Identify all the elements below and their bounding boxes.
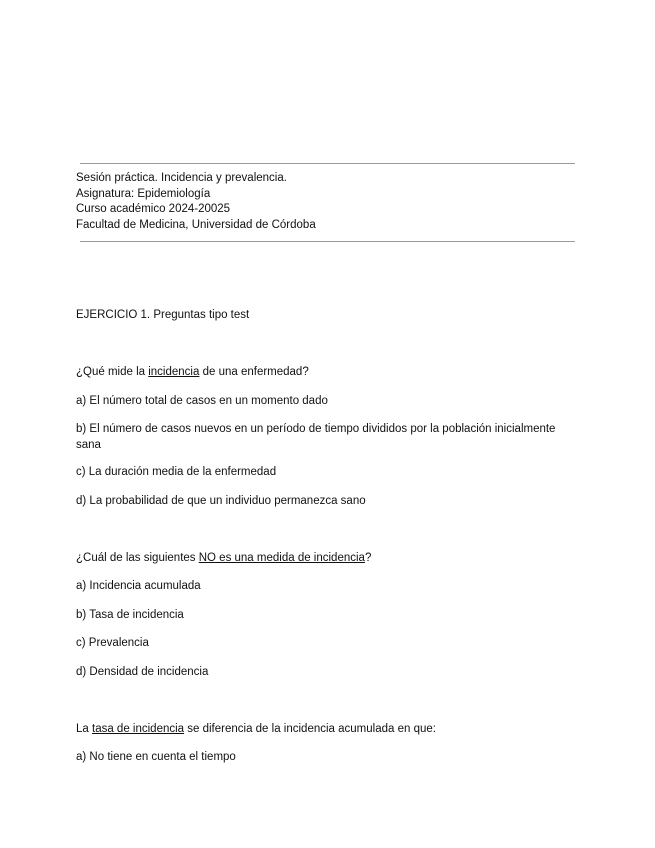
question-2-option-c: c) Prevalencia <box>76 637 149 649</box>
session-title: Sesión práctica. Incidencia y prevalencia. <box>76 172 287 184</box>
header-bottom-rule <box>80 241 575 242</box>
question-3-pre: La <box>76 723 92 735</box>
question-3-option-a: a) No tiene en cuenta el tiempo <box>76 751 236 763</box>
question-1-option-a: a) El número total de casos en un momento dado <box>76 395 328 407</box>
question-1 <box>76 364 576 380</box>
question-2-post: ? <box>364 552 372 564</box>
question-2 <box>76 550 576 566</box>
question-2-option-b: b) Tasa de incidencia <box>76 609 184 621</box>
course-line: Curso académico 2024-20025 <box>76 203 231 215</box>
header-top-rule <box>80 163 575 164</box>
question-1-pre: ¿Qué mide la <box>76 366 149 378</box>
question-3-keyword: tasa de incidencia <box>92 723 185 735</box>
question-3 <box>76 721 576 737</box>
question-3-post: se diferencia de la incidencia acumulada en que: <box>184 723 436 735</box>
question-1-option-d: d) La probabilidad de que un individuo permanezca sano <box>76 495 366 507</box>
question-1-post: de una enfermedad? <box>199 366 309 378</box>
document-header <box>76 171 576 233</box>
exercise-title: EJERCICIO 1. Preguntas tipo test <box>76 309 250 321</box>
question-2-keyword: NO es una medida de incidencia <box>198 552 365 564</box>
question-1-keyword: incidencia <box>148 366 200 378</box>
question-2-pre: ¿Cuál de las siguientes <box>76 552 199 564</box>
faculty-line: Facultad de Medicina, Universidad de Córdoba <box>76 218 316 231</box>
question-1-option-b: b) El número de casos nuevos en un período de tiempo divididos por la población inicialmente sana <box>76 423 556 451</box>
question-2-option-a: a) Incidencia acumulada <box>76 580 201 592</box>
question-2-option-d: d) Densidad de incidencia <box>76 666 209 678</box>
subject-line: Asignatura: Epidemiología <box>76 187 211 200</box>
question-1-option-c: c) La duración media de la enfermedad <box>76 466 277 478</box>
